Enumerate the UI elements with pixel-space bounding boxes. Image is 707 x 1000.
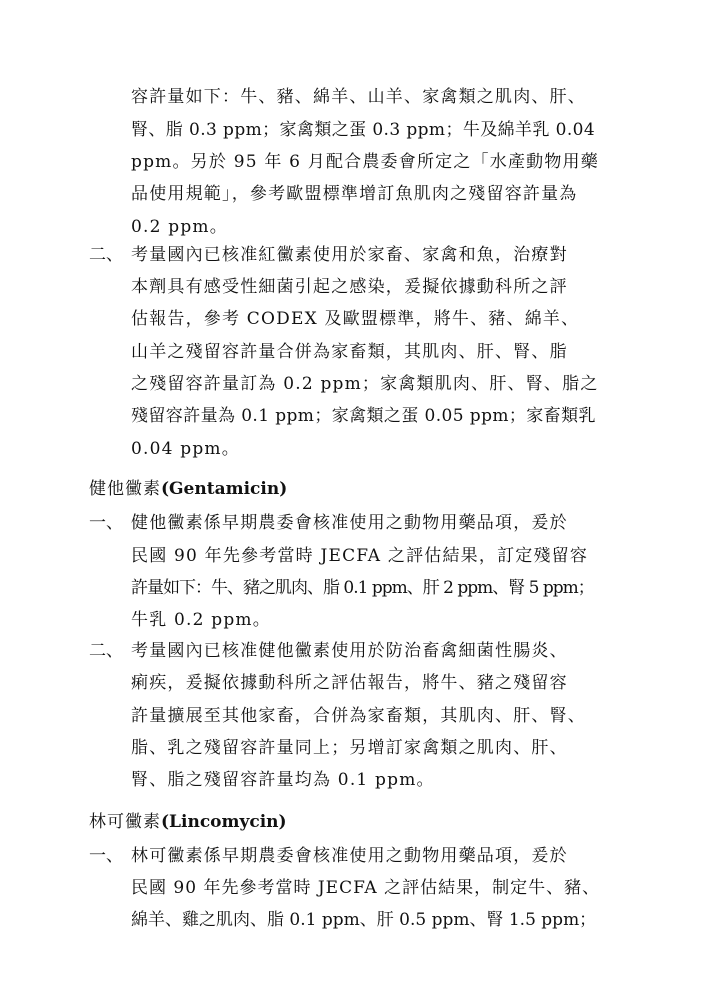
paragraph-line: 綿羊、雞之肌肉、脂 0.1 ppm、肝 0.5 ppm、腎 1.5 ppm； — [131, 910, 597, 930]
paragraph-line: ppm。另於 95 年 6 月配合農委會所定之「水產動物用藥 — [131, 152, 599, 172]
paragraph-line: 估報告，參考 CODEX 及歐盟標準，將牛、豬、綿羊、 — [131, 309, 580, 329]
section-heading-zh: 林可黴素 — [89, 812, 161, 832]
list-marker: 二、 — [89, 245, 123, 265]
section-heading-en: (Lincomycin) — [161, 812, 287, 832]
paragraph-line: 痢疾，爰擬依據動科所之評估報告，將牛、豬之殘留容 — [131, 673, 568, 693]
section-heading-gentamicin — [89, 478, 287, 500]
paragraph-line: 山羊之殘留容許量合併為家畜類，其肌肉、肝、腎、脂 — [131, 342, 568, 362]
paragraph-line: 牛乳 0.2 ppm。 — [131, 610, 271, 630]
paragraph-line: 民國 90 年先參考當時 JECFA 之評估結果，制定牛、豬、 — [131, 878, 601, 898]
paragraph-line: 品使用規範」，參考歐盟標準增訂魚肌肉之殘留容許量為 — [131, 184, 578, 204]
paragraph-line: 殘留容許量為 0.1 ppm；家禽類之蛋 0.05 ppm；家畜類乳 — [131, 406, 596, 426]
section-heading-zh: 健他黴素 — [89, 479, 161, 499]
paragraph-line: 考量國內已核准紅黴素使用於家畜、家禽和魚，治療對 — [131, 245, 568, 265]
paragraph-line: 0.2 ppm。 — [131, 217, 228, 237]
paragraph-line: 腎、脂 0.3 ppm；家禽類之蛋 0.3 ppm；牛及綿羊乳 0.04 — [131, 120, 596, 140]
paragraph-line: 林可黴素係早期農委會核准使用之動物用藥品項，爰於 — [131, 846, 568, 866]
paragraph-line: 許量擴展至其他家畜，合併為家畜類，其肌肉、肝、腎、 — [131, 706, 586, 726]
section-heading-lincomycin — [89, 811, 287, 833]
paragraph-line: 民國 90 年先參考當時 JECFA 之評估結果，訂定殘留容 — [131, 546, 589, 566]
list-marker: 一、 — [89, 513, 123, 533]
paragraph-line: 健他黴素係早期農委會核准使用之動物用藥品項，爰於 — [131, 513, 568, 533]
paragraph-line: 考量國內已核准健他黴素使用於防治畜禽細菌性腸炎、 — [131, 641, 568, 661]
paragraph-line: 0.04 ppm。 — [131, 439, 240, 459]
paragraph-line: 容許量如下：牛、豬、綿羊、山羊、家禽類之肌肉、肝、 — [131, 87, 586, 107]
paragraph-line: 許量如下：牛、豬之肌肉、脂 0.1 ppm、肝 2 ppm、腎 5 ppm； — [131, 578, 594, 598]
paragraph-line: 之殘留容許量訂為 0.2 ppm；家禽類肌肉、肝、腎、脂之 — [131, 374, 599, 394]
list-marker: 一、 — [89, 846, 123, 866]
paragraph-line: 本劑具有感受性細菌引起之感染，爰擬依據動科所之評 — [131, 277, 568, 297]
list-marker: 二、 — [89, 641, 123, 661]
paragraph-line: 脂、乳之殘留容許量同上；另增訂家禽類之肌肉、肝、 — [131, 738, 568, 758]
paragraph-line: 腎、脂之殘留容許量均為 0.1 ppm。 — [131, 770, 435, 790]
section-heading-en: (Gentamicin) — [161, 479, 288, 499]
